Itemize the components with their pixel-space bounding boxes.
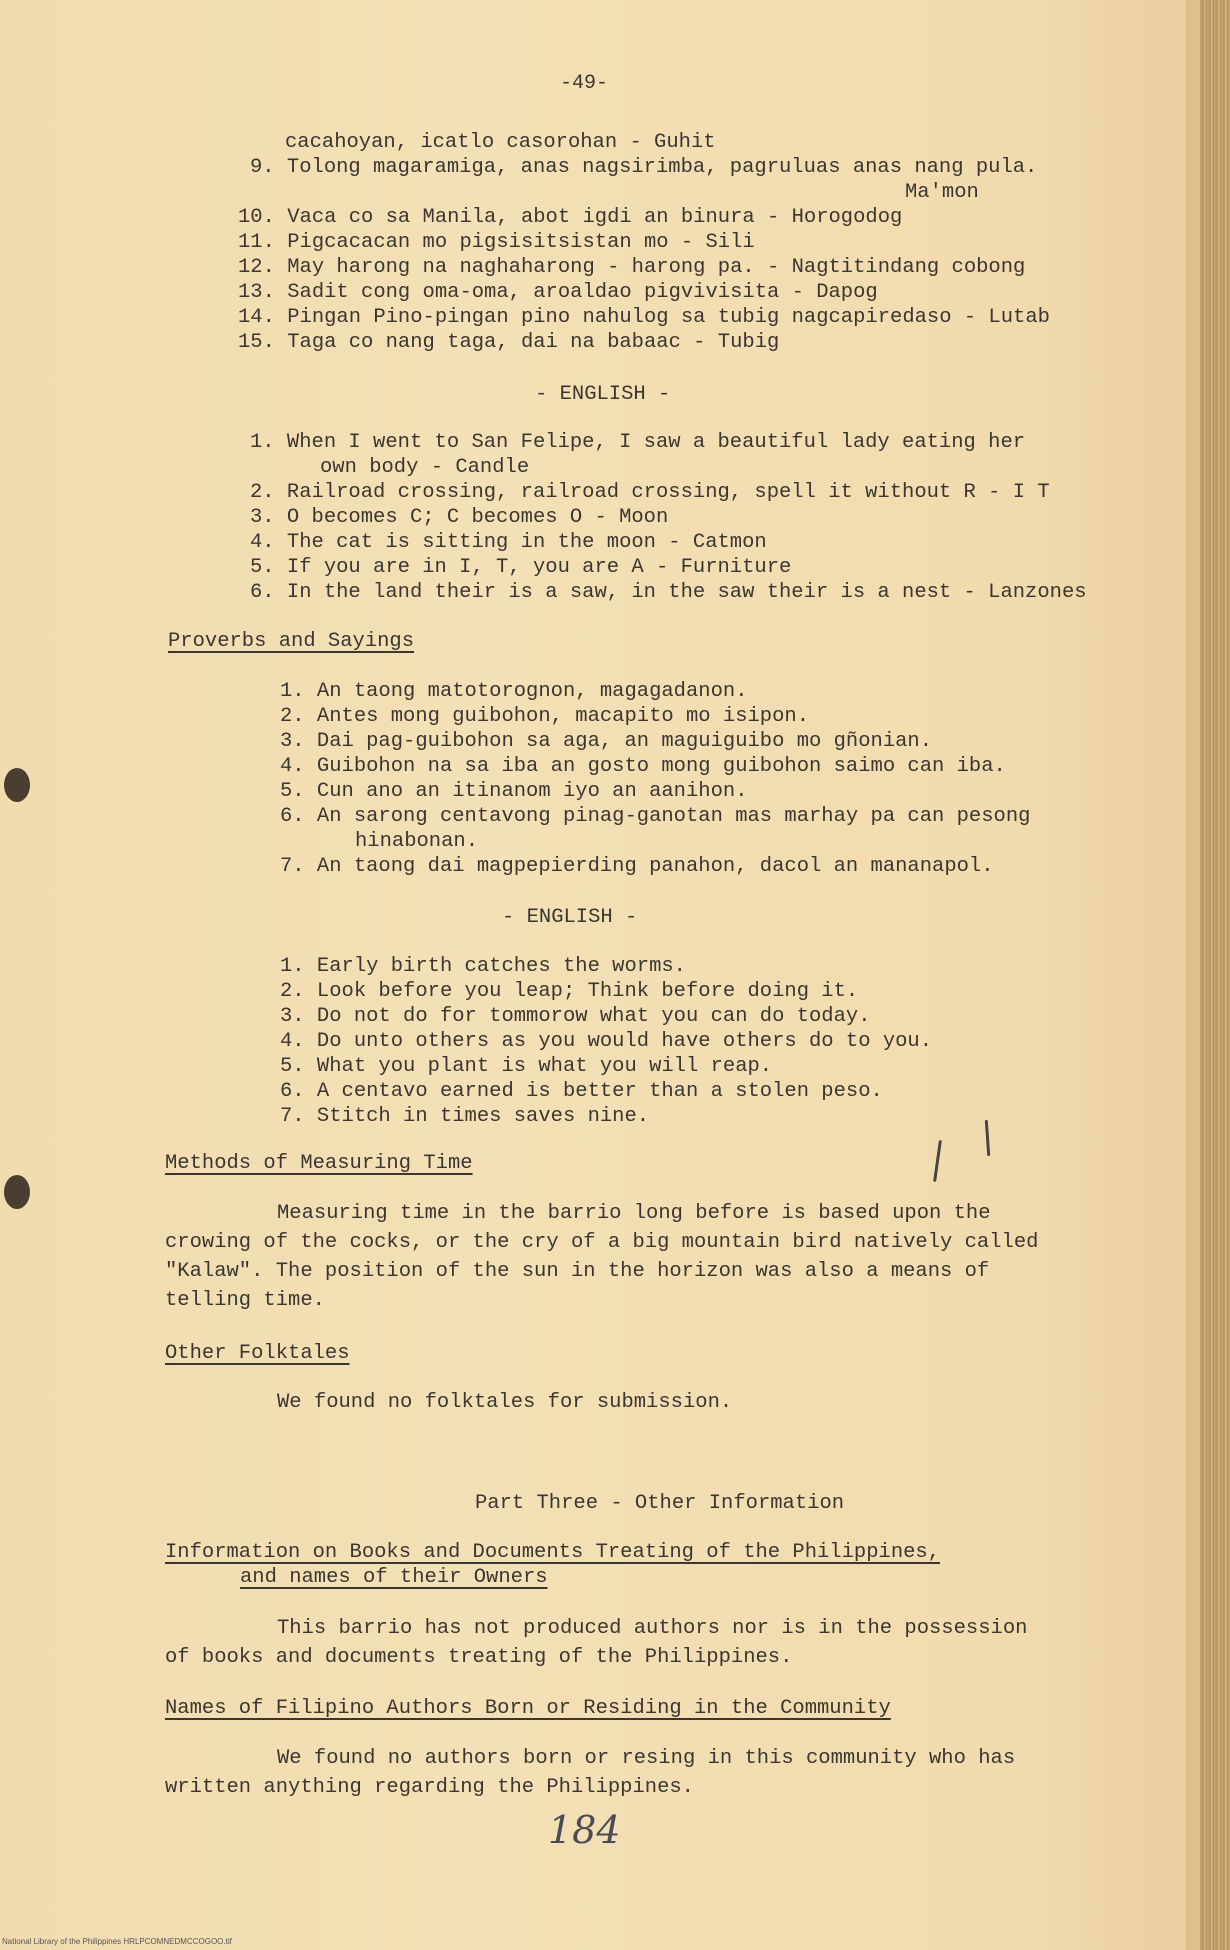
binding-hole-bottom [4, 1175, 30, 1209]
list-item: 2. Antes mong guibohon, macapito mo isipon. [280, 705, 810, 728]
list-item: 10. Vaca co sa Manila, abot igdi an binura - Horogodog [238, 206, 903, 229]
authors-heading: Names of Filipino Authors Born or Residing in the Community [165, 1697, 891, 1720]
list-item: 6. A centavo earned is better than a stolen peso. [280, 1080, 883, 1103]
folktales-heading: Other Folktales [165, 1342, 350, 1365]
list-item: 2. Railroad crossing, railroad crossing, spell it without R - I T [250, 481, 1050, 504]
books-heading-line1: Information on Books and Documents Treating of the Philippines, [165, 1541, 941, 1564]
time-paragraph: Measuring time in the barrio long before is based upon the crowing of the cocks, or the cry of a big mountain bird natively called "Kalaw". The position of the sun in the horizon was also a means of telling time. [165, 1202, 1039, 1312]
list-item: 5. Cun ano an itinanom iyo an aanihon. [280, 780, 748, 803]
books-paragraph: This barrio has not produced authors nor is in the possession of books and documents treating of the Philippines. [165, 1617, 1028, 1669]
time-heading: Methods of Measuring Time [165, 1152, 473, 1175]
list-item: 13. Sadit cong oma-oma, aroaldao pigvivisita - Dapog [238, 281, 878, 304]
list-item: 7. Stitch in times saves nine. [280, 1105, 650, 1128]
authors-paragraph: We found no authors born or resing in this community who has written anything regarding the Philippines. [165, 1747, 1016, 1799]
list-item: 4. Guibohon na sa iba an gosto mong guibohon saimo can iba. [280, 755, 1006, 778]
list-item: 1. When I went to San Felipe, I saw a beautiful lady eating her [250, 431, 1026, 454]
list-item: 6. An sarong centavong pinag-ganotan mas marhay pa can pesong [280, 805, 1031, 828]
list-item: 5. What you plant is what you will reap. [280, 1055, 773, 1078]
list-item: 1. Early birth catches the worms. [280, 955, 686, 978]
list-item: hinabonan. [355, 830, 479, 853]
list-item: own body - Candle [320, 456, 530, 479]
folktales-paragraph: We found no folktales for submission. [277, 1391, 733, 1414]
list-item: 4. Do unto others as you would have others do to you. [280, 1030, 933, 1053]
footer-caption: National Library of the Philippines HRLPCOMNEDMCCOGOO.tif [2, 1937, 232, 1946]
list-item: 3. Do not do for tommorow what you can do today. [280, 1005, 871, 1028]
list-item: cacahoyan, icatlo casorohan - Guhit [285, 131, 716, 154]
list-item: 3. O becomes C; C becomes O - Moon [250, 506, 669, 529]
list-item: 4. The cat is sitting in the moon - Catmon [250, 531, 767, 554]
book-edge [1200, 0, 1230, 1950]
page-edge [1186, 0, 1200, 1950]
handwritten-page-number: 184 [548, 1808, 621, 1852]
books-heading-line2: and names of their Owners [240, 1566, 548, 1589]
proverbs-heading: Proverbs and Sayings [168, 630, 415, 653]
list-item: 9. Tolong magaramiga, anas nagsirimba, pagruluas anas nang pula. [250, 156, 1038, 179]
list-item: 7. An taong dai magpepierding panahon, dacol an mananapol. [280, 855, 994, 878]
list-item: 15. Taga co nang taga, dai na babaac - Tubig [238, 331, 780, 354]
list-item: 14. Pingan Pino-pingan pino nahulog sa tubig nagcapiredaso - Lutab [238, 306, 1050, 329]
list-item: 1. An taong matotorognon, magagadanon. [280, 680, 748, 703]
list-item: Ma'mon [905, 181, 979, 204]
binding-hole-top [4, 768, 30, 802]
english-label: - ENGLISH - [535, 383, 671, 406]
page-number: -49- [560, 72, 609, 95]
list-item: 3. Dai pag-guibohon sa aga, an maguiguibo mo gñonian. [280, 730, 933, 753]
list-item: 5. If you are in I, T, you are A - Furniture [250, 556, 792, 579]
list-item: 11. Pigcacacan mo pigsisitsistan mo - Sili [238, 231, 755, 254]
english-label-2: - ENGLISH - [502, 906, 638, 929]
part-three-title: Part Three - Other Information [475, 1492, 845, 1515]
list-item: 12. May harong na naghaharong - harong pa. - Nagtitindang cobong [238, 256, 1026, 279]
list-item: 6. In the land their is a saw, in the saw their is a nest - Lanzones [250, 581, 1087, 604]
list-item: 2. Look before you leap; Think before doing it. [280, 980, 859, 1003]
